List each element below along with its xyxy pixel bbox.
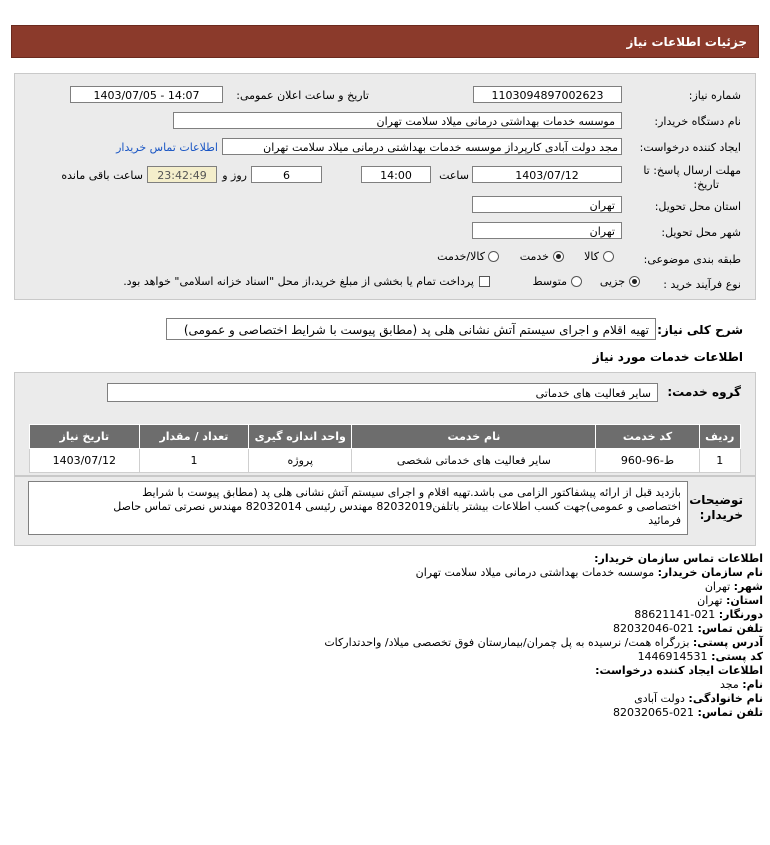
need-number-label: شماره نیاز:	[688, 89, 741, 102]
contact-address-label: آدرس پستی:	[692, 636, 763, 649]
process-minor-radio[interactable]	[629, 276, 640, 287]
row-service-name: سایر فعالیت های خدماتی شخصی	[352, 449, 596, 473]
category-goods-service-radio[interactable]	[488, 251, 499, 262]
contact-province-row	[697, 594, 763, 607]
deadline-hour-label: ساعت	[439, 169, 469, 182]
col-service-code: کد خدمت	[596, 425, 699, 449]
row-service-code: ط-96-960	[596, 449, 699, 473]
category-goods-label: کالا	[584, 250, 599, 263]
deadline-label: مهلت ارسال پاسخ: تا	[643, 164, 741, 177]
contact-postal-label: کد پستی:	[711, 650, 763, 663]
category-label: طبقه بندی موضوعی:	[643, 253, 741, 266]
contact-phone-value: 021-82032046	[613, 622, 695, 635]
creator-name-row	[720, 678, 763, 691]
province-field: تهران	[472, 196, 622, 213]
buyer-notes-line-3: فرمائید	[648, 514, 681, 527]
contact-city-label: شهر:	[733, 580, 763, 593]
province-label: استان محل تحویل:	[654, 200, 741, 213]
need-description-field: تهیه اقلام و اجرای سیستم آتش نشانی هلی پد (مطابق پیوست با شرایط اختصاصی و عمومی)	[166, 318, 656, 340]
creator-name-value: مجد	[719, 678, 739, 691]
page-title: جزئیات اطلاعات نیاز	[626, 35, 747, 49]
contact-city-value: تهران	[704, 580, 731, 593]
city-label: شهر محل تحویل:	[661, 226, 741, 239]
buyer-notes-label: توضیحات	[689, 493, 743, 507]
category-goods-service-label: کالا/خدمت	[437, 250, 485, 263]
contact-org-row	[416, 566, 763, 579]
contact-postal-value: 1446914531	[637, 650, 708, 663]
service-group-label: گروه خدمت:	[667, 385, 741, 399]
page-header	[11, 25, 759, 58]
table-row	[30, 449, 741, 473]
col-need-date: تاریخ نیاز	[30, 425, 140, 449]
process-medium-label: متوسط	[532, 275, 567, 288]
services-table	[29, 424, 741, 473]
contact-org-value: موسسه خدمات بهداشتی درمانی میلاد سلامت تهران	[415, 566, 655, 579]
services-table-header	[30, 425, 741, 449]
deadline-time-field: 14:00	[361, 166, 431, 183]
buyer-notes-field	[28, 481, 688, 535]
treasury-payment-note: پرداخت تمام یا بخشی از مبلغ خرید،از محل "اسناد خزانه اسلامی" خواهد بود.	[123, 275, 474, 288]
buyer-contact-link[interactable]: اطلاعات تماس خریدار	[116, 141, 218, 154]
contact-fax-label: دورنگار:	[718, 608, 763, 621]
creator-info-title: اطلاعات ایجاد کننده درخواست:	[595, 664, 763, 677]
creator-name-label: نام:	[742, 678, 763, 691]
row-unit: پروژه	[249, 449, 352, 473]
remaining-time-field: 23:42:49	[147, 166, 217, 183]
days-remaining-field: 6	[251, 166, 322, 183]
creator-phone-value: 021-82032065	[613, 706, 695, 719]
contact-phone-row	[613, 622, 763, 635]
category-service-label: خدمت	[519, 250, 549, 263]
contact-postal-row	[638, 650, 763, 663]
creator-family-row	[634, 692, 763, 705]
row-quantity: 1	[139, 449, 249, 473]
row-number: 1	[699, 449, 740, 473]
col-quantity: تعداد / مقدار	[139, 425, 249, 449]
creator-field: مجد دولت آبادی کارپرداز موسسه خدمات بهداشتی درمانی میلاد سلامت تهران	[222, 138, 622, 155]
buyer-org-field: موسسه خدمات بهداشتی درمانی میلاد سلامت تهران	[173, 112, 622, 129]
buyer-notes-line-1: بازدید قبل از ارائه پیشفاکتور الزامی می باشد.تهیه اقلام و اجرای سیستم آتش نشانی هلی پد (مطابق پیوست با شرایط	[142, 486, 681, 499]
process-type-label: نوع فرآیند خرید :	[663, 278, 741, 291]
contact-province-label: استان:	[726, 594, 763, 607]
contact-province-value: تهران	[697, 594, 723, 607]
deadline-date-field: 1403/07/12	[472, 166, 622, 183]
announce-date-field: 1403/07/05 - 14:07	[70, 86, 223, 103]
contact-address-value: بزرگراه همت/ نرسیده به پل چمران/بیمارستان فوق تخصصی میلاد/ واحدتدارکات	[324, 636, 690, 649]
announce-date-label: تاریخ و ساعت اعلان عمومی:	[236, 89, 369, 102]
contact-org-label: نام سازمان خریدار:	[657, 566, 763, 579]
days-label: روز و	[222, 169, 247, 182]
contact-address-row	[324, 636, 763, 649]
category-goods-radio[interactable]	[603, 251, 614, 262]
process-medium-radio[interactable]	[571, 276, 582, 287]
process-minor-label: جزیی	[599, 275, 625, 288]
contact-phone-label: تلفن تماس:	[697, 622, 763, 635]
contact-fax-value: 021-88621141	[634, 608, 716, 621]
buyer-org-label: نام دستگاه خریدار:	[654, 115, 741, 128]
row-need-date: 1403/07/12	[30, 449, 140, 473]
contact-city-row	[705, 580, 763, 593]
deadline-date-sublabel: تاریخ:	[693, 178, 719, 191]
creator-family-value: دولت آبادی	[634, 692, 685, 705]
category-service-radio[interactable]	[553, 251, 564, 262]
buyer-notes-label-2: خریدار:	[699, 508, 743, 522]
services-section-title: اطلاعات خدمات مورد نیاز	[592, 350, 743, 364]
creator-label: ایجاد کننده درخواست:	[639, 141, 741, 154]
col-service-name: نام خدمت	[352, 425, 596, 449]
col-unit: واحد اندازه گیری	[249, 425, 352, 449]
treasury-payment-checkbox[interactable]	[479, 276, 490, 287]
need-number-field: 1103094897002623	[473, 86, 622, 103]
creator-phone-label: تلفن تماس:	[697, 706, 763, 719]
buyer-notes-line-2: اختصاصی و عمومی)جهت کسب اطلاعات بیشتر باتلفن82032019 مهندس رئیسی 82032014 مهندس نصرتی تماس حاصل	[113, 500, 681, 513]
creator-family-label: نام خانوادگی:	[688, 692, 763, 705]
city-field: تهران	[472, 222, 622, 239]
need-description-label: شرح کلی نیاز:	[657, 323, 743, 337]
col-row: ردیف	[699, 425, 740, 449]
remaining-time-label: ساعت باقی مانده	[61, 169, 143, 182]
contact-title: اطلاعات تماس سازمان خریدار:	[594, 552, 763, 565]
service-group-field: سایر فعالیت های خدماتی	[107, 383, 658, 402]
creator-phone-row	[613, 706, 763, 719]
contact-fax-row	[634, 608, 763, 621]
